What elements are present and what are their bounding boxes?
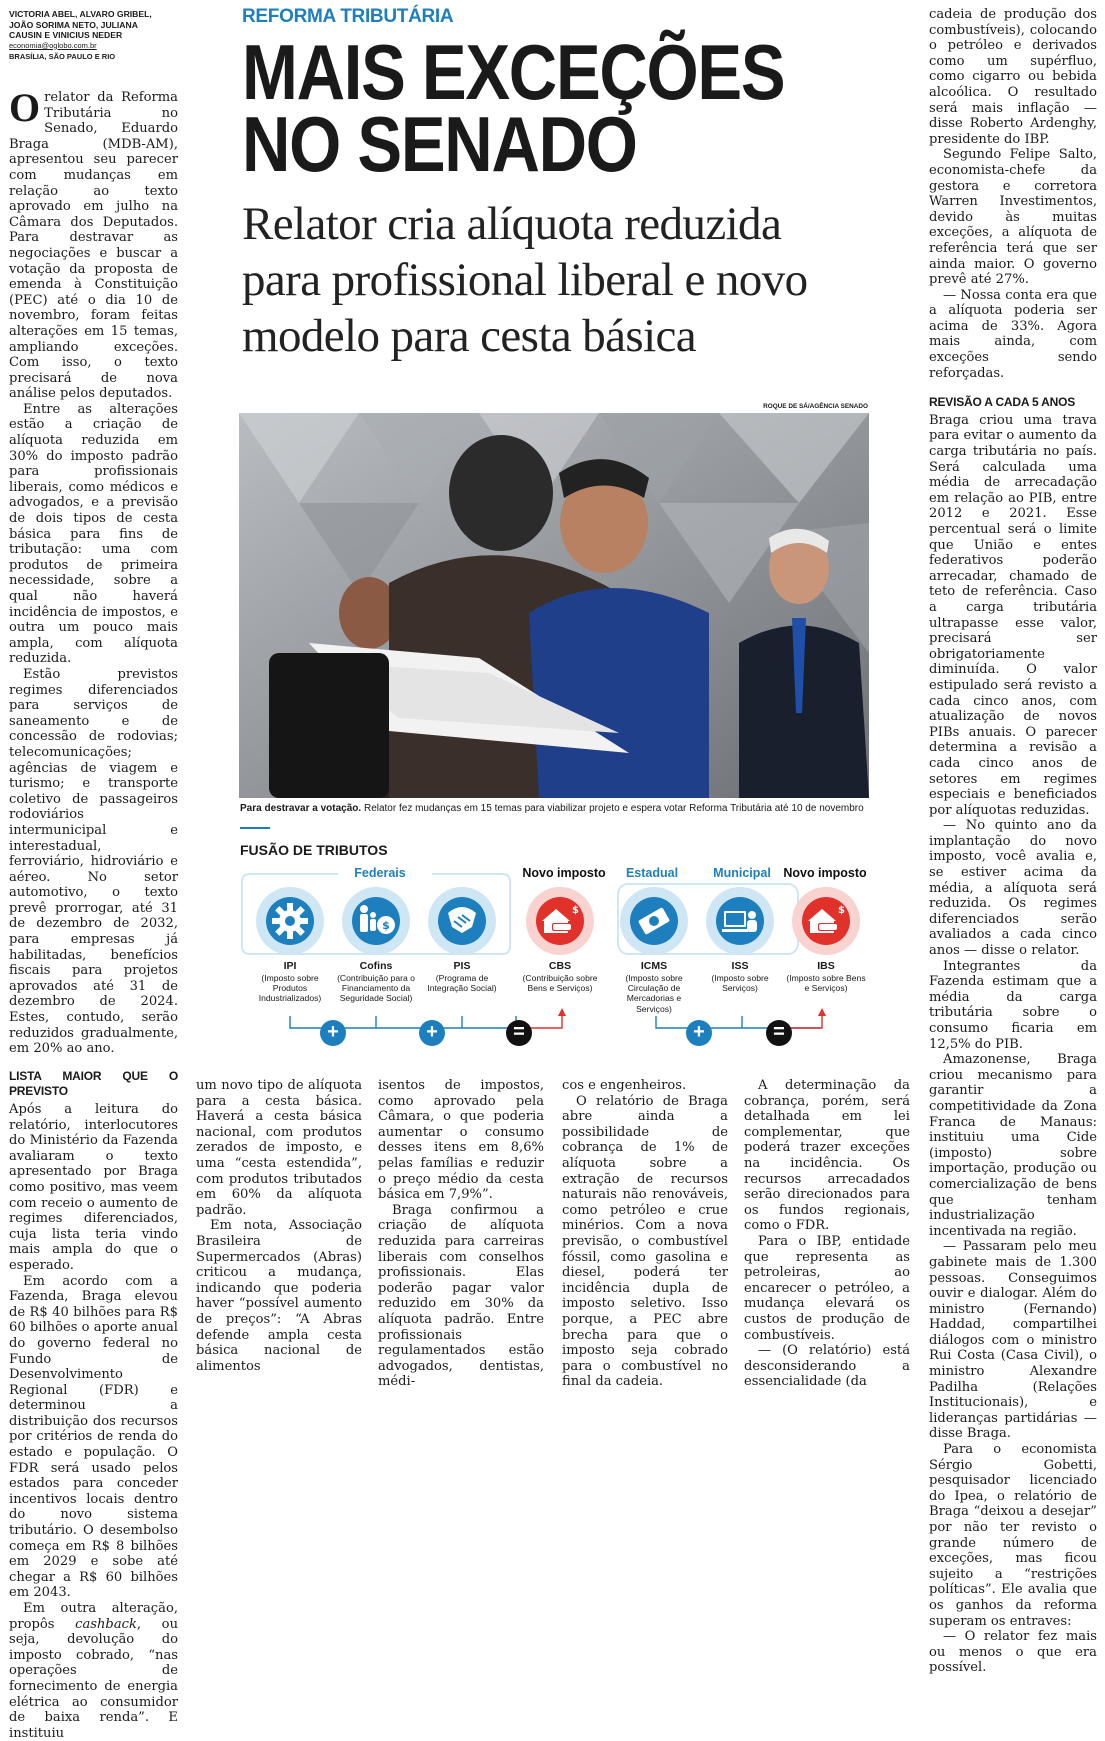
article-column-2: [196, 1078, 362, 1374]
paragraph: Em nota, Associação Brasileira de Supermercados (Abras) criticou a mudança, indicando que poderia haver “possível aumento de preços”: “A Abras defende ampla cesta básica nacional de alimentos: [196, 1218, 362, 1374]
paragraph: — Nossa conta era que a alíquota poderia ser acima de 33%. Agora mais ainda, com exceções sendo reforçadas.: [929, 287, 1097, 381]
article-column-5: [744, 1078, 910, 1390]
paragraph: — (O relatório) está desconsiderando a essencialidade (da: [744, 1343, 910, 1390]
caption-lead: Para destravar a votação.: [240, 803, 362, 814]
house-car-icon: [526, 887, 594, 955]
article-column-4: [562, 1078, 728, 1390]
news-photo: [239, 413, 869, 798]
group-label-novo-imposto: Novo imposto: [522, 866, 606, 880]
svg-text:$: $: [838, 905, 845, 916]
subheading: REVISÃO A CADA 5 ANOS: [929, 395, 1076, 410]
paragraph: Em acordo com a Fazenda, Braga elevou de R$ 40 bilhões para R$ 60 bilhões o aporte anual do governo federal no Fundo de Desenvolvimento Regional (FDR) e determinou a distribuição dos recursos por critérios de renda do estado e população. O FDR será usado pelos estados para conceder incentivos locais dentro do novo sistema tributário. O desembolso começa em R$ 8 bilhões em 2029 e sobe até chegar a R$ 60 bilhões em 2043.: [9, 1273, 178, 1601]
svg-text:$: $: [572, 905, 579, 916]
house-car-icon: [792, 887, 860, 955]
author-line: CAUSIN E VINICIUS NEDER: [9, 30, 123, 41]
gear-icon: [256, 887, 324, 955]
dateline-place: BRASÍLIA, SÃO PAULO E RIO: [9, 51, 116, 61]
paragraph: Estão previstos regimes diferenciados para serviços de saneamento e de concessão de rodovias; telecomunicações; agências de viagem e turismo; e transporte coletivo de passageiros rodoviários intermunicipal e interestadual, ferroviário, hidroviário e aéreo. No setor automotivo, o texto prevê prorrogar, até 31 de dezembro de 2032, para empresas já habilitadas, benefícios fiscais para projetos aprovados até 31 de dezembro de 2024. Estes, contudo, serão reduzidos gradualmente, em 20% ao ano.: [9, 666, 178, 1057]
handshake-icon: [428, 887, 496, 955]
author-line: VICTORIA ABEL, ALVARO GRIBEL,: [9, 9, 152, 19]
equals-operator: =: [506, 1020, 532, 1046]
photo-caption: [240, 803, 880, 814]
family-money-icon: [342, 887, 410, 955]
headline-line: MAIS EXCEÇÕES: [242, 28, 785, 116]
paragraph: Entre as alterações estão a criação de alíquota reduzida em 30% do imposto padrão para profissionais liberais, como médicos e advogados, e a previsão de dois tipos de cesta básica para fins de tributação: uma com produtos de primeira necessidade, sobre a qual não haverá incidência de impostos, e outra um pouco mais ampla, com alíquota reduzida.: [9, 401, 178, 667]
tax-icon-cbs: [526, 887, 594, 955]
group-label-novo-imposto: Novo imposto: [783, 866, 867, 880]
author-email-link[interactable]: economia@oglobo.com.br: [9, 40, 97, 50]
paragraph: A determinação da cobrança, porém, será detalhada em lei complementar, que poderá trazer exceções na incidência. Os recursos arrecadados serão direcionados para os fundos regionais, como o FDR.: [744, 1078, 910, 1234]
tax-label: IBS (Imposto sobre Bens e Serviços): [786, 960, 866, 994]
group-label-municipal: Municipal: [713, 866, 771, 880]
paragraph: Segundo Felipe Salto, economista-chefe da gestora e corretora Warren Investimentos, devido às muitas exceções, a alíquota de referência terá que ser ainda maior. O governo prevê até 27%.: [929, 147, 1097, 288]
computer-worker-icon: [706, 887, 774, 955]
photo-credit: ROQUE DE SÁ/AGÊNCIA SENADO: [763, 403, 868, 410]
paragraph: um novo tipo de alíquota para a cesta básica. Haverá a cesta básica nacional, com produtos zerados de imposto, e uma “cesta estendida”, com produtos tributados em 60% da alíquota padrão.: [196, 1078, 362, 1218]
deck-line: Relator cria alíquota reduzida: [242, 198, 782, 250]
paragraph: — Passaram pelo meu gabinete mais de 1.300 pessoas. Conseguimos ouvir e dialogar. Além do ministro (Fernando) Haddad, compartilhei diálogos com o ministro Rui Costa (Casa Civil), o ministro Alexandre Padilha (Relações Institucionais), e lideranças partidárias — disse Braga.: [929, 1239, 1097, 1442]
tax-label: PIS (Programa de Integração Social): [427, 960, 497, 994]
tax-label: ICMS (Imposto sobre Circulação de Mercadorias e Serviços): [625, 960, 683, 1014]
article-column-6: [929, 7, 1097, 1676]
svg-text:$: $: [382, 919, 390, 932]
drop-cap: O: [9, 85, 41, 130]
tax-icon-pis: [428, 887, 496, 955]
deck: [242, 196, 882, 364]
paragraph: Braga confirmou a criação de alíquota reduzida para carreiras liberais com conselhos profissionais. Elas poderão pagar valor reduzido em 30% da alíquota padrão. Entre profissionais regulamentados estão advogados, dentistas, médi-: [378, 1202, 544, 1390]
paragraph: cos e engenheiros.: [562, 1078, 687, 1093]
headline: [242, 28, 861, 188]
article-column-3: [378, 1078, 544, 1390]
banknote-icon: [620, 887, 688, 955]
paragraph: cadeia de produção dos combustíveis), colocando o petróleo e derivados como um supérfluo, como cigarro ou bebida alcoólica. O resultado será mais inflação — disse Roberto Ardenghy, presidente do IBP.: [929, 7, 1097, 147]
paragraph: Integrantes da Fazenda estimam que a média da carga tributária sobre o consumo ficaria em 12,5% do PIB.: [929, 958, 1097, 1052]
paragraph: Para o IBP, entidade que representa as petroleiras, ao encarecer o petróleo, a mudança elevará os custos de produção de combustíveis.: [744, 1233, 910, 1343]
paragraph: Após a leitura do relatório, interlocutores do Ministério da Fazenda avaliaram o texto apresentado por Braga como positivo, mas veem com receio o aumento de regimes diferenciados, cuja lista teria vindo mais ampla do que o esperado.: [9, 1102, 178, 1273]
paragraph: isentos de impostos, como aprovado pela Câmara, o que poderia aumentar o consumo desses itens em 8,6% pelas famílias e reduzir o preço médio da cesta básica em 7,9%”.: [378, 1078, 544, 1203]
tax-icon-cofins: [342, 887, 410, 955]
paragraph: O relatório de Braga abre ainda a possibilidade de cobrança de 1% de alíquota sobre a extração de recursos naturais não renováveis, como petróleo e crue minérios. Com a nova previsão, o combustível fóssil, como gasolina e diesel, poderá ter incidência dupla de imposto seletivo. Isso porque, a PEC abre brecha para que o imposto seja cobrado para o combustível no final da cadeia.: [562, 1093, 728, 1390]
headline-line: NO SENADO: [242, 100, 637, 188]
byline: [9, 9, 199, 62]
tax-icon-icms: [620, 887, 688, 955]
tax-label: CBS (Contribuição sobre Bens e Serviços): [522, 960, 598, 994]
photo-illustration: [239, 413, 869, 798]
plus-operator: +: [419, 1020, 445, 1046]
paragraph: — No quinto ano da implantação do novo imposto, você avalia e, se estiver acima da média, a alíquota será reduzida. Os regimes diferenciados serão avaliados a cada cinco anos — disse o relator.: [929, 818, 1097, 959]
deck-line: para profissional liberal e novo: [242, 254, 808, 306]
paragraph: Amazonense, Braga criou mecanismo para garantir a competitividade da Zona Franca de Manaus: instituiu uma Cide (imposto) sobre importação, produção ou comercialização de bens que tenham industrialização incentivada na região.: [929, 1052, 1097, 1239]
group-label-estadual: Estadual: [625, 866, 679, 880]
tax-label: Cofins (Contribuição para o Financiamento da Seguridade Social): [337, 960, 415, 1004]
plus-operator: +: [686, 1020, 712, 1046]
deck-line: modelo para cesta básica: [242, 310, 697, 362]
group-label-federais: Federais: [354, 866, 406, 880]
kicker: REFORMA TRIBUTÁRIA: [242, 6, 454, 27]
paragraph: Braga criou uma trava para evitar o aumento da carga tributária no país. Será calculada uma média de arrecadação em relação ao PIB, entre 2012 e 2021. Esse percentual será o limite que União e entes federativos poderão arrecadar, chamado de teto de referência. Caso a carga tributária ultrapasse esse valor, precisará ser obrigatoriamente diminuída. O valor estipulado será revisto a cada cinco anos, com atualização de novos PIBs anuais. O parecer determina a revisão a cada cinco anos de setores em regimes especiais e beneficiados por alíquotas reduzidas.: [929, 412, 1097, 818]
equals-operator: =: [766, 1020, 792, 1046]
tax-icon-ibs: [792, 887, 860, 955]
paragraph: Para o economista Sérgio Gobetti, pesquisador licenciado do Ipea, o relatório de Braga “deixou a desejar” por não ter revisto o grande número de exceções, mas ficou sujeito a “restrições políticas”. Ele avalia que os ganhos da reforma superam os entraves:: [929, 1442, 1097, 1629]
info-rule: [240, 827, 270, 829]
subheading: LISTA MAIOR QUE O PREVISTO: [9, 1068, 178, 1099]
tax-icon-iss: [706, 887, 774, 955]
info-title: FUSÃO DE TRIBUTOS: [240, 842, 388, 858]
paragraph: — O relator fez mais ou menos o que era possível.: [929, 1629, 1097, 1676]
article-column-1: [9, 85, 178, 1741]
paragraph: relator da Reforma Tributária no Senado, Eduardo Braga (MDB-AM), apresentou seu parecer com mudanças em relação ao texto aprovado em julho na Câmara dos Deputados. Para destravar as negociações e buscar a votação da proposta de emenda à Constituição (PEC) até o dia 10 de novembro, foram feitas alterações em 15 temas, ampliando exceções. Com isso, o texto precisará de nova análise pelos deputados.: [9, 90, 178, 402]
author-line: JOÃO SORIMA NETO, JULIANA: [9, 19, 138, 30]
tax-label: IPI (Imposto sobre Produtos Industrializados): [258, 960, 322, 1004]
tax-icon-ipi: [256, 887, 324, 955]
paragraph: Em outra alteração, propôs cashback, ou seja, devolução do imposto cobrado, “nas operações de fornecimento de energia elétrica ao consumidor de baixa renda”. E instituiu: [9, 1601, 178, 1741]
plus-operator: +: [320, 1020, 346, 1046]
caption-text: Relator fez mudanças em 15 temas para viabilizar projeto e espera votar Reforma Tributária até 10 de novembro: [361, 803, 864, 814]
tax-label: ISS (Imposto sobre Serviços): [711, 960, 769, 994]
